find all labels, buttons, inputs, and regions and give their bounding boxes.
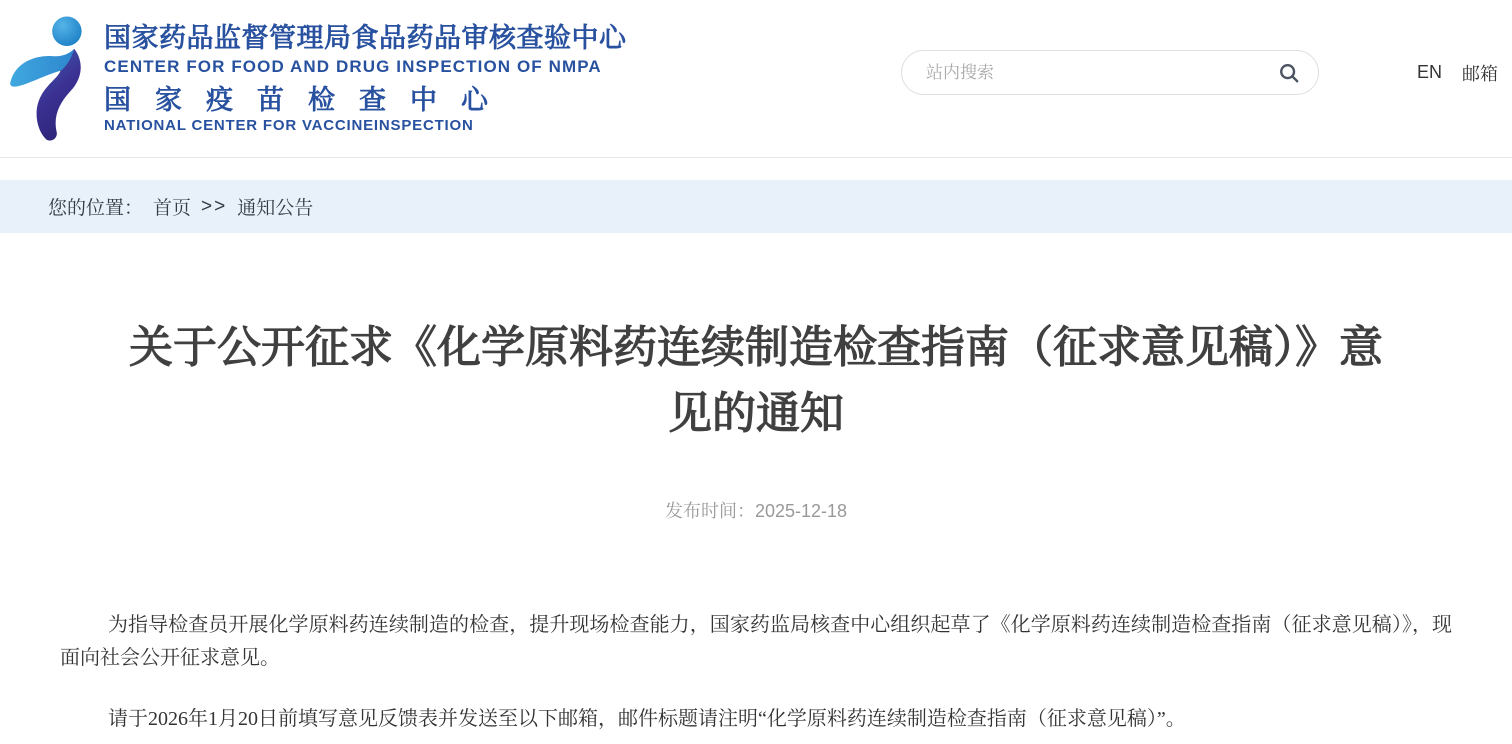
publish-label: 发布时间：	[664, 501, 755, 521]
org-name-cn: 国家药品监督管理局食品药品审核查验中心	[104, 23, 627, 53]
article-title-line2: 见的通知	[668, 389, 844, 438]
breadcrumb-bar	[0, 180, 1512, 233]
article-title	[60, 315, 1452, 447]
article-title-line1: 关于公开征求《化学原料药连续制造检查指南（征求意见稿）》意	[129, 323, 1383, 372]
org-name-en: CENTER FOR FOOD AND DRUG INSPECTION OF NMPA	[104, 57, 602, 76]
mailbox-link[interactable]: 邮箱	[1462, 63, 1498, 84]
search-button[interactable]	[1266, 51, 1312, 94]
breadcrumb-current-link[interactable]: 通知公告	[237, 198, 314, 219]
logo-icon	[8, 14, 100, 146]
org-name2-en: NATIONAL CENTER FOR VACCINEINSPECTION	[104, 117, 474, 134]
lang-en-link[interactable]: EN	[1416, 62, 1442, 82]
site-search	[901, 50, 1319, 95]
publish-date: 2025-12-18	[754, 501, 848, 521]
article-paragraph: 请于2026年1月20日前填写意见反馈表并发送至以下邮箱，邮件标题请注明“化学原料药连续制造检查指南（征求意见稿）”。	[108, 708, 1186, 730]
article	[0, 315, 1512, 736]
breadcrumb	[48, 193, 313, 220]
site-logo[interactable]	[8, 12, 627, 146]
breadcrumb-prefix: 您的位置：	[48, 198, 144, 219]
breadcrumb-home-link[interactable]: 首页	[153, 198, 192, 219]
org-name2-cn: 国家疫苗检查中心	[104, 85, 512, 115]
article-paragraph: 为指导检查员开展化学原料药连续制造的检查，提升现场检查能力，国家药监局核查中心组织起草了《化学原料药连续制造检查指南（征求意见稿）》，现面向社会公开征求意见。	[60, 614, 1452, 669]
top-links	[1417, 60, 1498, 86]
search-icon	[1278, 62, 1300, 84]
site-header	[0, 0, 1512, 158]
search-input[interactable]	[902, 63, 1266, 83]
logo-text	[104, 22, 627, 135]
publish-row	[60, 497, 1452, 523]
article-body	[60, 609, 1452, 736]
breadcrumb-separator: >>	[201, 195, 228, 217]
header-right	[901, 50, 1502, 95]
